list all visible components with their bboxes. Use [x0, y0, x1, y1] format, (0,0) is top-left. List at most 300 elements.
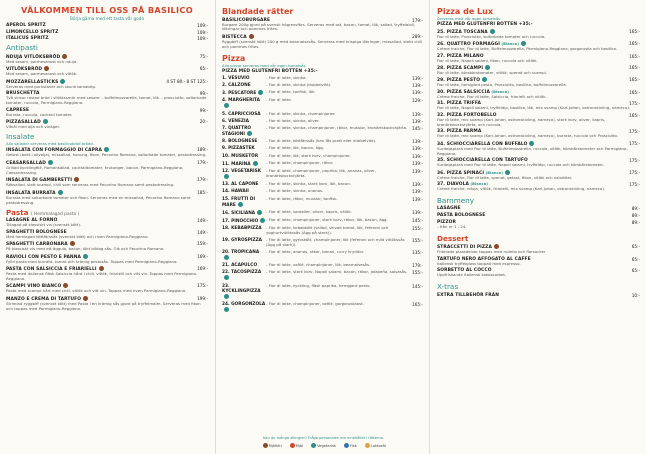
insalata-price: 179:- — [197, 159, 208, 165]
delux-item — [437, 182, 640, 192]
pasta-price: 159:- — [197, 241, 208, 247]
pizza-price: 155:- — [412, 226, 423, 232]
pizza-name: 11. MARINA — [222, 161, 266, 167]
delux-item — [437, 113, 640, 128]
pasta-name: SPAGHETTI BOLOGNESE — [6, 229, 67, 235]
pizza-price: 135:- — [412, 249, 423, 255]
pizza-name: 16. SICILIANA — [222, 210, 266, 216]
pizza-desc: - Fior di latte, skinka (dubbelvikt). — [266, 82, 332, 88]
insalata-price: 185:- — [197, 189, 208, 195]
pizza-price: 139:- — [412, 75, 423, 81]
delux-desc: Surdegspizza med Fior di latte, Napoli salami, tryffeldip, ruccola och körsbärstomater. — [437, 162, 604, 168]
pizza-desc: - Fior di latte, lök, bacon, ägg. — [266, 145, 325, 151]
dessert-name: SORBETTO AL COCCO — [437, 268, 492, 274]
blandade-name: BASILICOBURGARE — [222, 17, 271, 23]
insalata-item — [6, 160, 208, 176]
pizza-item — [222, 119, 423, 124]
drink-name: ITALICUS SPRITZ — [6, 36, 49, 42]
barnmeny-name: LASAGNE — [437, 206, 461, 212]
pizza-desc: - Fior di latte, gyroskött, champinjoner, lök (feferoni och mild vitlökssås (Ägg på stark)). — [266, 237, 405, 247]
legend-keys — [216, 443, 431, 448]
antipasti-item — [6, 108, 208, 118]
diet-icon — [60, 79, 65, 84]
pasta-desc: Pasta med italiensk fläsk Salsiccia hård i chili, vitlök, friarielli och vitt vin. Toppas med Parmigiano-Reggiano. — [6, 270, 198, 281]
xtras-title: X-tras — [437, 281, 459, 291]
drink-price: 109:- — [197, 23, 208, 28]
antipasti-name: MOZZARELLASTICKS — [6, 79, 65, 85]
pasta-name: MANZO E CREMA DI TARTUFO — [6, 296, 88, 302]
column-middle — [215, 0, 430, 454]
pasta-item — [6, 266, 208, 282]
legend-icon — [311, 443, 316, 448]
pizza-item — [222, 302, 423, 313]
delux-desc: Surdegspizza med Fior di latte, Buffelmozzarella, ruccola, vitlök, körsbärstomater och Parmigiano-Reggiano. — [437, 145, 628, 156]
legend-icon — [344, 443, 349, 448]
drink-item — [6, 36, 208, 41]
delux-price: 175:- — [629, 140, 640, 146]
pizza-item — [222, 169, 423, 180]
blandade-price: 179:- — [412, 17, 423, 23]
antipasti-desc: Två skivor rostad bröd i vitlökssmör med sesam: - buffelmozzarella, tomat, lök. - prosciutto, soltorkade tomater, ruccola, Parmigiano-Reggiano. — [6, 95, 207, 106]
delux-price: 165:- — [629, 28, 640, 34]
insalata-price: 179:- — [197, 177, 208, 183]
pizza-price: 139:- — [412, 153, 423, 159]
pasta-price: 149:- — [197, 218, 208, 224]
legend-key — [342, 443, 357, 448]
barnmeny-list — [437, 206, 640, 229]
pasta-name: SPAGHETTI CARBONARA — [6, 241, 75, 247]
delux-price: 175:- — [629, 169, 640, 175]
dessert-price: 65:- — [631, 244, 640, 250]
insalata-name: INSALATA CON FORMAGGIO DI CAPRA — [6, 147, 109, 153]
legend-key — [288, 443, 303, 448]
drink-name: LIMONCELLO SPRITZ — [6, 29, 59, 35]
blandade-title: Blandade rätter — [222, 7, 294, 16]
legend-icon — [365, 443, 370, 448]
pizza-name: 23. KYCKLINGPIZZA — [222, 284, 266, 300]
pasta-title — [6, 208, 208, 217]
delux-desc: Fior di latte, Prosciutto, soltorkade tomater och ruccola. — [437, 33, 546, 39]
pizza-item — [222, 250, 423, 261]
pizza-price: 139:- — [412, 111, 423, 117]
barnmeny-item — [437, 213, 640, 218]
pasta-name: RAVIOLI CON PESTO E PANNA — [6, 254, 88, 260]
delux-name: 28. PIZZA SCAMPI — [437, 65, 490, 71]
pizza-name: 12. VEGETARISK — [222, 169, 266, 180]
pizza-item — [222, 126, 423, 137]
dessert-name: TARTUFO NERO AFFOGATO AL CAFFE — [437, 256, 531, 262]
pizza-name: 24. GORGONZOLA — [222, 302, 266, 313]
barnmeny-price: 89:- — [631, 219, 640, 225]
delux-price: 165:- — [629, 89, 640, 95]
pizza-name: 21. ACAPULCO — [222, 263, 258, 269]
pizza-price: 145:- — [412, 283, 423, 289]
pizza-price: 139:- — [412, 118, 423, 124]
pizza-name: 10. MUSKETÖR — [222, 153, 259, 159]
drink-row — [6, 36, 208, 41]
delux-item — [437, 90, 640, 100]
pizza-item — [222, 238, 423, 248]
delux-item — [437, 54, 640, 64]
pizza-item — [222, 189, 423, 194]
pizza-desc: - Fior di latte, kebabkött (sallad, skivad tomat, lök, feferoni och yoghurtvitlökssås (Ägg på stark)). — [266, 225, 389, 235]
pasta-item — [6, 241, 208, 252]
pizza-name: 22. TACOSPIZZA — [222, 270, 266, 281]
blandade-name: BISTECCA — [222, 34, 254, 40]
pasta-name: SCAMPI VINO BIANCO — [6, 283, 68, 289]
xtras-item — [437, 293, 640, 298]
pizza-item — [222, 154, 423, 159]
diet-icon — [529, 141, 534, 146]
dessert-price: 65:- — [631, 268, 640, 274]
antipasti-name: CAPRESE — [6, 107, 30, 113]
antipasti-price: 99:- — [199, 107, 208, 113]
insalata-desc: Burrata med soltorkade tomater och fikon. Serveras med en mixsallad, Pecorino Romano samt pestodressing. — [6, 194, 191, 205]
pizza-price: 155:- — [412, 270, 423, 276]
pizza-item — [222, 270, 423, 281]
pasta-price: 169:- — [197, 265, 208, 271]
legend-label: Fisk — [350, 443, 357, 448]
legend-key — [309, 443, 336, 448]
pizza-desc: - Fior di latte, tonfisk, lök. — [266, 89, 316, 95]
dessert-desc: Uppfriskande italiensk kokossorbet. — [437, 272, 507, 278]
antipasti-name: VITLÖKSBRÖD — [6, 66, 49, 72]
delux-name: 36. PIZZA SPINACI (Bianca) — [437, 170, 510, 176]
pasta-price: 149:- — [197, 229, 208, 235]
pizza-item — [222, 83, 423, 88]
delux-name: 25. PIZZA TOSCANA — [437, 29, 495, 35]
blandade-item — [222, 34, 423, 50]
delux-list — [437, 29, 640, 192]
pasta-item — [6, 230, 208, 240]
dessert-price: 65:- — [631, 256, 640, 262]
pizza-price: 139:- — [412, 189, 423, 195]
antipasti-item — [6, 79, 208, 90]
pizza-price: 129:- — [412, 98, 423, 104]
pizza-item — [222, 263, 423, 268]
barnmeny-name: PIZZOR — [437, 219, 456, 225]
pasta-item — [6, 218, 208, 228]
antipasti-name: NDUJA VITLÖKSBRÖD — [6, 54, 67, 60]
xtras-list — [437, 293, 640, 298]
delux-name: 32. PIZZA FORTOBELLO — [437, 112, 497, 118]
pizza-name: 9. PIZZASTEK — [222, 146, 255, 152]
diet-icon — [224, 174, 229, 179]
pizza-name: 4. MARGHERITA — [222, 98, 266, 109]
pizza-desc: - Fior di latte, lök, stark korv, champinjoner. — [266, 152, 351, 158]
drink-name: APEROL SPRITZ — [6, 23, 46, 28]
delux-price: 165:- — [629, 53, 640, 59]
delux-price: 175:- — [629, 181, 640, 187]
pizza-price: 179:- — [412, 263, 423, 269]
legend-label: Laktosfri — [370, 443, 387, 448]
drink-item — [6, 30, 208, 35]
insalate-subtitle: Alla sallader serveras med basilicobröd brödd. — [6, 140, 95, 146]
barnmeny-price: 89:- — [631, 213, 640, 219]
antipasti-name: PIZZASALLAD — [6, 119, 48, 125]
pasta-price: 175:- — [197, 283, 208, 289]
antipasti-name: BRUSCHETTA — [6, 91, 40, 97]
pasta-price: 199:- — [197, 295, 208, 301]
antipasti-desc: Serveras med gurkstaver och skunk tomatdip. — [6, 83, 97, 89]
pizza-price: 155:- — [412, 238, 423, 243]
pizza-desc: - Fior di latte, skinka, ananas. — [266, 188, 324, 194]
insalata-item — [6, 147, 208, 158]
pizza-price: 139:- — [412, 90, 423, 96]
diet-icon — [247, 131, 252, 136]
drink-price: 109:- — [197, 29, 208, 35]
pizza-desc: - Fior di latte, kyckling, fläsk paprika, hemgjord pesto. — [266, 282, 371, 288]
barnmeny-item — [437, 206, 640, 211]
legend-key — [363, 443, 387, 448]
antipasti-title: Antipasti — [6, 43, 38, 53]
pasta-desc: Pasta med scampi hårt med chili, vitlök och vitt vin. Toppas med riven Parmigiano-Reggiano. — [6, 288, 187, 294]
pizza-price: 139:- — [412, 182, 423, 188]
xtras-name: EXTRA TILLBEHÖR FRÅN — [437, 292, 500, 298]
insalata-desc: Räksallad, slatt scampi, chili som serveras med Pecorino Romano samt pestodressing. — [6, 182, 175, 188]
delux-item — [437, 141, 640, 157]
antipasti-price: 75:- — [199, 53, 208, 59]
delux-desc: Crème fraiche, Fior di latte, spenat, getost, fikon, vitlök och valnötter. — [437, 174, 573, 180]
legend-key — [261, 443, 282, 448]
delux-item — [437, 129, 640, 139]
pizza-name: 15. FRUTTI DI MARE — [222, 196, 256, 208]
pasta-desc: Tillagad på klassiskt vis (svenskt kött). — [6, 222, 82, 228]
diet-icon — [224, 294, 229, 299]
insalata-item — [6, 190, 208, 206]
diet-icon — [490, 29, 495, 34]
pasta-name: PASTA CON SALSICCIA E FRIARIELLI — [6, 266, 104, 272]
pizza-item — [222, 146, 423, 151]
pizza-desc: - Fior di latte, ananas, räkor, banan, curry kryddor. — [266, 248, 365, 254]
diet-icon — [258, 90, 263, 95]
insalata-name: CEASARSALLAD — [6, 160, 53, 166]
delux-name: 27. PIZZA MILANO — [437, 53, 484, 59]
pizza-desc: - Fior di latte, skinka. — [266, 74, 307, 80]
page-subtitle: Börja gärna med ett tasta vår goda — [70, 16, 144, 21]
delux-item — [437, 29, 640, 40]
xtras-row — [437, 293, 640, 298]
barnmeny-row — [437, 206, 640, 211]
dessert-name: STRACCETTI DI PIZZA — [437, 244, 499, 250]
antipasti-price: 20:- — [199, 119, 208, 124]
pizza-item — [222, 182, 423, 187]
column-right — [431, 0, 646, 454]
dessert-title: Dessert — [437, 233, 469, 243]
blandade-desc: Ryggbiff (svenskt kött) 200 g med bearnaisesås. Serveras med krispiga lökringar, mixsallad, stekt chili och pommes frites. — [222, 38, 423, 49]
pizza-price: 139:- — [412, 209, 423, 215]
pizza-name: 8. BOLOGNESE — [222, 139, 258, 145]
pizza-price: 145:- — [412, 126, 423, 131]
delux-price: 165:- — [629, 65, 640, 70]
diet-icon — [83, 254, 88, 259]
delux-name: 37. DIAVOLA (Bianca) — [437, 181, 488, 187]
pasta-item — [6, 296, 208, 312]
delux-flag: (Bianca) — [499, 42, 519, 47]
antipasti-price: 65:- — [199, 66, 208, 72]
pizza-price: 139:- — [412, 146, 423, 152]
delux-desc: Fior di latte, mix svamp (Karl-Johan, ostronskivling, nameco), stark korv, oliver, kapris, kronärtskockshjärta, och ruccola. — [437, 116, 606, 127]
diet-icon — [238, 202, 243, 207]
insalata-item — [6, 177, 208, 188]
pizza-item — [222, 197, 423, 208]
pizza-name: 3. PESCATORE — [222, 90, 266, 96]
pasta-price: 169:- — [197, 253, 208, 259]
pizza-desc: - Fior di latte, sardeller, oliver, kapris, vitlök. — [266, 208, 352, 214]
pizza-item — [222, 98, 423, 109]
pizza-item — [222, 76, 423, 81]
antipasti-item — [6, 54, 208, 65]
delux-price: 165:- — [629, 77, 640, 83]
delux-desc: Fior di latte, mix svamp (Karl-Johan, ostronskivling, nameco), burrata, ruccola och Prosciutto. — [437, 133, 619, 139]
delux-name: 30. PIZZA SALSICCIA (Bianca) — [437, 89, 509, 95]
pizza-price: 139:- — [412, 196, 423, 202]
blandade-item — [222, 18, 423, 33]
pizza-item — [222, 218, 423, 224]
pizza-desc: - Fior di latte, champinjoner, räkor. — [266, 159, 334, 165]
barnmeny-name: PASTA BOLOGNESE — [437, 213, 486, 219]
delux-name: 26. QUATTRO FORMAGGI (Bianca) — [437, 41, 526, 47]
barnmeny-row — [437, 213, 640, 218]
drink-row — [6, 23, 208, 28]
antipasti-item — [6, 66, 208, 77]
delux-desc: Crème fraiche, Fior di latte, Salsiccia, friarielli och vitlök. — [437, 93, 547, 99]
pizza-name: 1. VESUVIO — [222, 75, 250, 81]
pasta-desc: På klassiskt vis med ett äggula, bacon, lökt bildag sås. Olk och Pecorino Romano. — [6, 246, 165, 252]
legend-label: Vegetarisk — [317, 443, 337, 448]
delux-subtitle: Serveras med vår egen tomatsås — [437, 16, 501, 21]
xtras-price: 10:- — [631, 292, 640, 298]
delux-flag: (Bianca) — [469, 181, 488, 186]
dessert-desc: Friterade pizzadelvar toppas med nutella och florsocker — [437, 249, 546, 255]
pizza-desc: - Fior di latte, champinjoner, stark korv, räkor, lök, bacon, ägg. — [266, 216, 388, 222]
delux-desc: Fior di latte, Napoli salami, fikon, ruccola och vitlök. — [437, 57, 538, 63]
pasta-title-note: ( Hemmalagad pasta ) — [31, 211, 80, 217]
delux-item — [437, 77, 640, 88]
drink-row — [6, 30, 208, 35]
insalate-title: Insalate — [6, 131, 35, 141]
delux-name: 31. PIZZA TRIFFA — [437, 101, 481, 107]
pizza-desc: - Fior di latte, champinjoner, oxfilé, gorgonzolaost. — [266, 300, 364, 306]
pasta-desc: Med hemlagad köttfärssås (svenskt kött) och riven Parmigiano-Reggiano. — [6, 233, 149, 239]
drinks-list — [6, 23, 208, 41]
pizza-desc: - Fior di latte, skinka, champinjoner. — [266, 110, 336, 116]
pizza-gluten-note: PIZZA MED GLUTENFRI BOTTEN +35:- — [222, 68, 318, 74]
delux-item — [437, 170, 640, 181]
page-title: VÄLKOMMEN TILL OSS PÅ BASILICO — [21, 5, 193, 15]
pizza-name: 2. CALZONE — [222, 83, 251, 89]
antipasti-desc: Med sesam, parmesanost och vitlök. — [6, 71, 78, 77]
diet-icon — [257, 210, 262, 215]
pasta-desc: Strimlad ryggbiff (svenskt kött) med Pasta i en krämig sås gjord på tryffelmalm. Serveras med fikon och toppas med Parmigiano-Reggiano. — [6, 300, 201, 311]
diet-icon — [224, 307, 229, 312]
legend-note: Kan du många allergier? Fråga personalen om innehållet i rätterna. — [262, 436, 385, 440]
pizza-subtitle: Alla pizzor serveras med vår egen tomatsås — [222, 62, 306, 68]
delux-item — [437, 41, 640, 52]
pasta-list — [6, 218, 208, 311]
delux-price: 165:- — [629, 41, 640, 47]
delux-gluten-note: PIZZA MED GLUTENFRI BOTTEN +35:- — [437, 22, 533, 27]
diet-icon — [260, 218, 265, 223]
pizza-title: Pizza — [222, 53, 246, 63]
pizza-desc: - Fior di latte, stark korv, Napoli salami, bacon, räkor, jalapeño, salsasås. — [266, 269, 408, 275]
blandade-list — [222, 18, 423, 50]
delux-item — [437, 158, 640, 168]
pizza-desc: - Fior di latte, räkor, musslor, tonfisk. — [266, 195, 338, 201]
drink-item — [6, 23, 208, 28]
legend-label: Mjölkfri — [268, 443, 282, 448]
pizza-price: 139:- — [412, 160, 423, 166]
legend-icon — [290, 443, 295, 448]
pizza-item — [222, 90, 423, 96]
allergy-legend — [216, 436, 431, 448]
pizza-item — [222, 226, 423, 236]
delux-price: 175:- — [629, 158, 640, 164]
barnmeny-title: Barnmeny — [437, 195, 474, 205]
insalata-desc: Getost (bakt i olivolja), mixsallad, honung, fikon, Pecorino Romano, soltorkade tomater, pestodressing. — [6, 152, 207, 158]
dessert-item — [437, 268, 640, 278]
antipasti-item — [6, 91, 208, 106]
delux-desc: Fior di latte, körsbärstomater, vitlök, spenat och scampi. — [437, 70, 548, 75]
pasta-name: LASAGNE AL FORNO — [6, 218, 58, 224]
pizza-name: 7. QUATTRO STAGIONI — [222, 126, 252, 137]
barnmeny-item — [437, 220, 640, 230]
pizza-item — [222, 284, 423, 300]
antipasti-desc: Vitkål med olja och vinäger. — [6, 124, 60, 129]
pizza-item — [222, 112, 423, 117]
diet-icon — [58, 190, 63, 195]
delux-name: 35. SCHIOCCIARELLA CON TARTUFO — [437, 158, 528, 164]
dessert-list — [437, 244, 640, 278]
diet-icon — [253, 161, 258, 166]
insalata-name: INSALATA DI GAMBERETTI — [6, 177, 79, 183]
pizza-desc: - Fior di latte, skinka, champinjoner, räkor, musslor, kronärtskockshjärta. — [266, 125, 408, 130]
pasta-title-text: Pasta — [6, 207, 29, 217]
pizza-name: 6. VENEZIA — [222, 118, 249, 124]
pizza-name: 5. CAPRICCIOSA — [222, 111, 261, 117]
insalata-price: 189:- — [197, 147, 208, 153]
blandade-price: 289:- — [412, 33, 423, 39]
pizza-price: 139:- — [412, 139, 423, 145]
antipasti-desc: Burrata, ruccola, cocktail tomater. — [6, 111, 73, 117]
drink-price: 109:- — [197, 36, 208, 42]
delux-flag: (Bianca) — [484, 170, 504, 175]
delux-desc: Fior di latte, hemgjord pesto, Prosciutto, basilika, buffelmozzarella. — [437, 82, 567, 88]
pizza-desc: - Fior di latte, champinjoner, paprika, lök, ananas, oliver, kronärtskockshjärta. — [266, 167, 377, 178]
diet-icon — [224, 275, 229, 280]
delux-price: 165:- — [629, 112, 640, 118]
pizza-name: 13. AL CAPONE — [222, 182, 259, 188]
pizza-price: 139:- — [412, 168, 423, 174]
pizza-desc: - Fior di latte, skinka, stark korv, lök, bacon. — [266, 181, 352, 187]
barnmeny-desc: - från nr 1 - 24. — [437, 223, 467, 229]
insalata-desc: Grillad kycklingfilé, Romansallad, cocktailtomater, krutonger, bacon, Parmigiano-Reggiano, Caesardressing. — [6, 164, 184, 175]
delux-desc: Crème fraiche, Fior di latte, Buffelmozzarella, Parmigiano-Reggiano, gorgonzola och basilika. — [437, 46, 618, 52]
delux-title: Pizza de Lux — [437, 7, 493, 16]
pizza-price: 139:- — [412, 83, 423, 89]
delux-name: 33. PIZZA PARMA — [437, 129, 482, 135]
delux-price: 175:- — [629, 129, 640, 135]
insalate-list — [6, 147, 208, 205]
diet-icon — [224, 103, 229, 108]
delux-flag: (Bianca) — [489, 89, 509, 94]
pizza-item — [222, 139, 423, 144]
pasta-item — [6, 254, 208, 265]
antipasti-list — [6, 54, 208, 130]
pizza-price: 165:- — [412, 301, 423, 307]
delux-price: 175:- — [629, 101, 640, 107]
delux-item — [437, 101, 640, 111]
